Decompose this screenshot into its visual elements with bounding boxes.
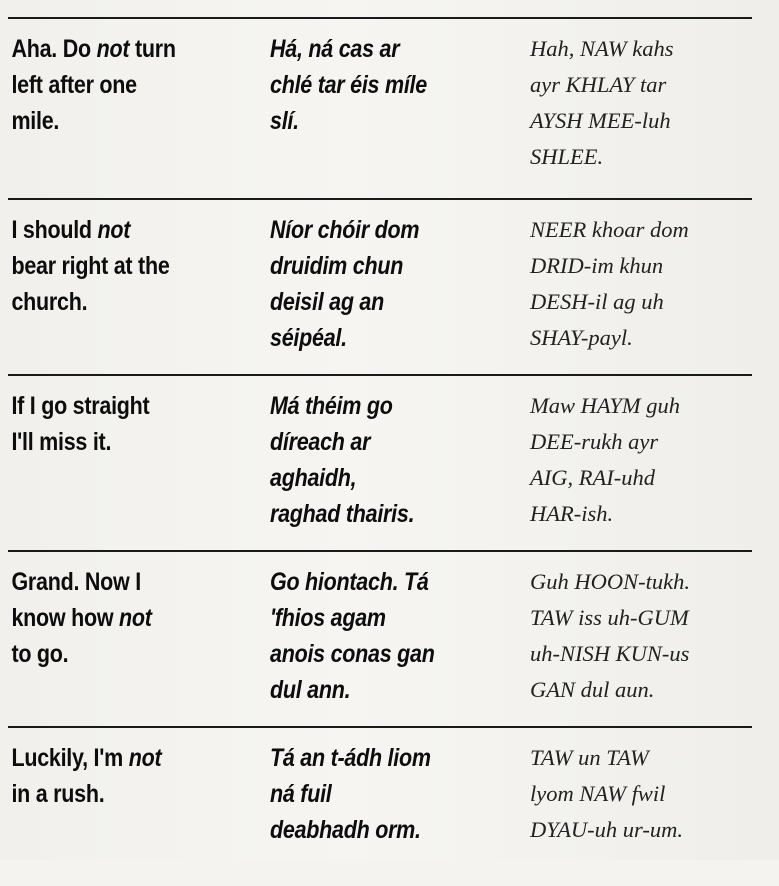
irish-line: chlé tar éis míle [270, 71, 427, 99]
pronunciation-line: TAW iss uh-GUM [530, 605, 689, 630]
pronunciation-line: DRID-im khun [530, 253, 664, 278]
irish-line: Há, ná cas ar [270, 35, 400, 63]
emphasis-word: not [97, 216, 131, 244]
irish-phrase [270, 552, 528, 726]
english-line [11, 284, 266, 320]
english-text: church. [11, 288, 88, 316]
irish-line: dul ann. [270, 676, 351, 704]
pronunciation-line: AIG, RAI-uhd [530, 465, 655, 490]
english-line [11, 776, 266, 812]
irish-line: deabhadh orm. [270, 816, 421, 844]
pronunciation-line: GAN dul aun. [530, 677, 655, 702]
english-phrase [8, 19, 266, 198]
english-text: bear right at the [11, 252, 170, 280]
pronunciation-line: lyom NAW fwil [530, 781, 666, 806]
english-text: left after one [11, 71, 137, 99]
pronunciation-guide [528, 552, 752, 726]
irish-line: aghaidh, [270, 464, 357, 492]
irish-phrase [270, 19, 528, 198]
irish-line: ná fuil [270, 780, 332, 808]
english-line [11, 740, 266, 776]
english-phrase [8, 552, 266, 726]
irish-line: slí. [270, 107, 299, 135]
english-text: to go. [11, 640, 69, 668]
pronunciation-guide [528, 728, 752, 886]
pronunciation-line: HAR-ish. [530, 501, 614, 526]
pronunciation-line: SHAY-payl. [530, 325, 633, 350]
english-line [11, 103, 266, 139]
english-phrase [8, 376, 266, 550]
english-line [11, 212, 266, 248]
irish-phrase [270, 728, 528, 886]
pronunciation-line: AYSH MEE-luh [530, 108, 671, 133]
english-line [11, 424, 266, 460]
english-text: Grand. Now I [11, 568, 141, 596]
emphasis-word: not [128, 744, 162, 772]
english-text: Aha. Do [11, 35, 97, 63]
irish-line: anois conas gan [270, 640, 435, 668]
pronunciation-guide [528, 376, 752, 550]
english-line [11, 388, 266, 424]
emphasis-word: not [96, 35, 130, 63]
pronunciation-line: SHLEE. [530, 144, 604, 169]
english-text: turn [129, 35, 176, 63]
irish-line: druidim chun [270, 252, 404, 280]
pronunciation-line: Guh HOON-tukh. [530, 569, 690, 594]
english-line [11, 248, 266, 284]
phrase-row [8, 17, 752, 198]
pronunciation-line: DEE-rukh ayr [530, 429, 659, 454]
phrase-row [8, 726, 752, 886]
phrase-row [8, 198, 752, 374]
pronunciation-line: DESH-il ag uh [530, 289, 664, 314]
pronunciation-guide [528, 200, 752, 374]
pronunciation-line: ayr KHLAY tar [530, 72, 667, 97]
english-text: mile. [11, 107, 60, 135]
pronunciation-line: Hah, NAW kahs [530, 36, 674, 61]
irish-line: Má théim go [270, 392, 393, 420]
english-text: Luckily, I'm [11, 744, 129, 772]
english-text: If I go straight [11, 392, 150, 420]
phrase-table [8, 17, 752, 886]
english-text: in a rush. [11, 780, 105, 808]
irish-line: Go hiontach. Tá [270, 568, 429, 596]
english-phrase [8, 200, 266, 374]
irish-line: díreach ar [270, 428, 371, 456]
english-line [11, 564, 266, 600]
pronunciation-line: NEER khoar dom [530, 217, 689, 242]
irish-phrase [270, 376, 528, 550]
english-text: I'll miss it. [11, 428, 112, 456]
irish-line: 'fhios agam [270, 604, 386, 632]
pronunciation-line: TAW un TAW [530, 745, 649, 770]
pronunciation-line: DYAU-uh ur-um. [530, 817, 683, 842]
irish-line: Níor chóir dom [270, 216, 420, 244]
pronunciation-guide [528, 19, 752, 198]
irish-phrase [270, 200, 528, 374]
pronunciation-line: uh-NISH KUN-us [530, 641, 690, 666]
irish-line: Tá an t-ádh liom [270, 744, 431, 772]
english-line [11, 67, 266, 103]
english-line [11, 31, 266, 67]
english-text: know how [11, 604, 120, 632]
irish-line: séipéal. [270, 324, 347, 352]
irish-line: raghad thairis. [270, 500, 415, 528]
pronunciation-line: Maw HAYM guh [530, 393, 681, 418]
phrase-row [8, 374, 752, 550]
english-text: I should [11, 216, 98, 244]
english-line [11, 600, 266, 636]
english-phrase [8, 728, 266, 886]
phrase-row [8, 550, 752, 726]
english-line [11, 636, 266, 672]
emphasis-word: not [119, 604, 152, 632]
irish-line: deisil ag an [270, 288, 385, 316]
